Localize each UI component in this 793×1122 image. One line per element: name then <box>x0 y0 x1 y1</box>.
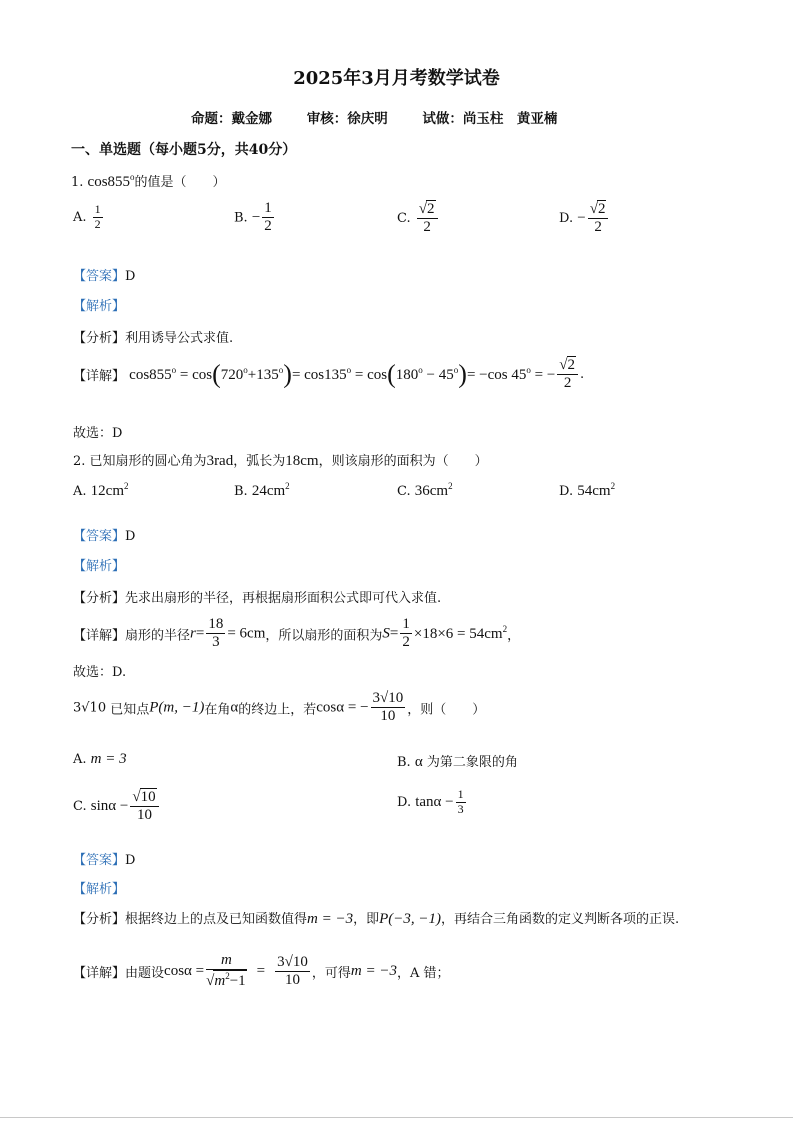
q1-option-a: A. $\frac{1}{2}$ <box>73 202 101 231</box>
question-3: 3√10 已知点P(m, −1)在角α的终边上，若cosα = − $\frac{3√10}{10}$ ，则（ ） <box>73 690 486 725</box>
q2-option-b: B. $24cm^2$ <box>234 481 290 499</box>
q2-choose: 故选：D. <box>73 665 127 680</box>
q3-answer: 【答案】D <box>73 853 136 868</box>
question-number: 1. <box>71 175 84 190</box>
fraction: $\frac{√2}{2}$ <box>417 200 438 237</box>
q3-analysis-label: 【解析】 <box>73 882 126 897</box>
section-heading: 一、单选题（每小题5分，共40分） <box>71 142 297 158</box>
fraction: $\frac{√2}{2}$ <box>588 200 609 237</box>
q2-fenxi: 【分析】先求出扇形的半径，再根据扇形面积公式即可代入求值. <box>73 591 442 606</box>
q1-choose: 故选：D <box>73 426 123 441</box>
q3-detail: 【详解】由题设cosα = $\frac{m}{√m^2-1}$ = $\frac{3√10}{10}$ ，可得m = −3，A 错； <box>73 952 450 990</box>
q2-option-c: C. $36cm^2$ <box>397 481 453 499</box>
q1-tail: 的值是（ ） <box>134 175 226 190</box>
question-2: 2. 已知扇形的圆心角为3rad，弧长为18cm，则该扇形的面积为（ ） <box>73 453 488 469</box>
q1-fenxi: 【分析】利用诱导公式求值. <box>73 331 234 346</box>
reviewer-label: 审核：徐庆明 <box>306 111 388 127</box>
q2-answer: 【答案】D <box>73 529 136 544</box>
q1-option-c: C. $\frac{√2}{2}$ <box>397 200 440 237</box>
credits <box>191 107 587 127</box>
q1-answer: 【答案】D <box>73 269 136 284</box>
q3-option-d: D. tanα − $\frac{1}{3}$ <box>397 787 464 816</box>
q3-option-c: C. sinα − $\frac{√10}{10}$ <box>73 788 161 825</box>
q2-option-a: A. $12cm^2$ <box>73 481 129 499</box>
q3-option-a: A. m = 3 <box>73 751 127 767</box>
fraction: $\frac{1}{2}$ <box>264 200 272 235</box>
author-label: 命题：戴金娜 <box>191 111 272 127</box>
q1-option-d: D. − $\frac{√2}{2}$ <box>559 200 610 237</box>
q3-option-b: B. α 为第二象限的角 <box>397 754 518 770</box>
q2-option-d: D. $54cm^2$ <box>559 481 616 499</box>
page-title: 2025年3月月考数学试卷 <box>293 68 500 89</box>
q3-fenxi: 【分析】根据终边上的点及已知函数值得m = −3，即P(−3, −1)，再结合三角函数的定义判断各项的正误. <box>73 911 680 927</box>
fraction: $\frac{1}{2}$ <box>94 202 101 231</box>
q2-detail: 【详解】扇形的半径r= $\frac{18}{3}$ = 6cm，所以扇形的面积为S= $\frac{1}{2}$ $\times 18\times 6 = 54cm^2$， <box>73 616 521 651</box>
q2-analysis-label: 【解析】 <box>73 559 126 574</box>
q1-detail: 【详解】 $\cos 855^o = \cos(720^o+135^o)= \cos 135^o = \cos(180^o - 45^o)= -\cos$ 45$^o$ = − $\frac{√2}{2}$ . <box>73 357 585 392</box>
q1-expression: cos855$^o$ <box>87 172 135 190</box>
question-1 <box>71 171 226 191</box>
tester-label: 试做：尚玉柱 黄亚楠 <box>422 111 558 127</box>
q1-analysis-label: 【解析】 <box>73 299 126 314</box>
page-bottom-divider <box>0 1117 793 1118</box>
q1-option-b: B. − $\frac{1}{2}$ <box>234 200 272 235</box>
